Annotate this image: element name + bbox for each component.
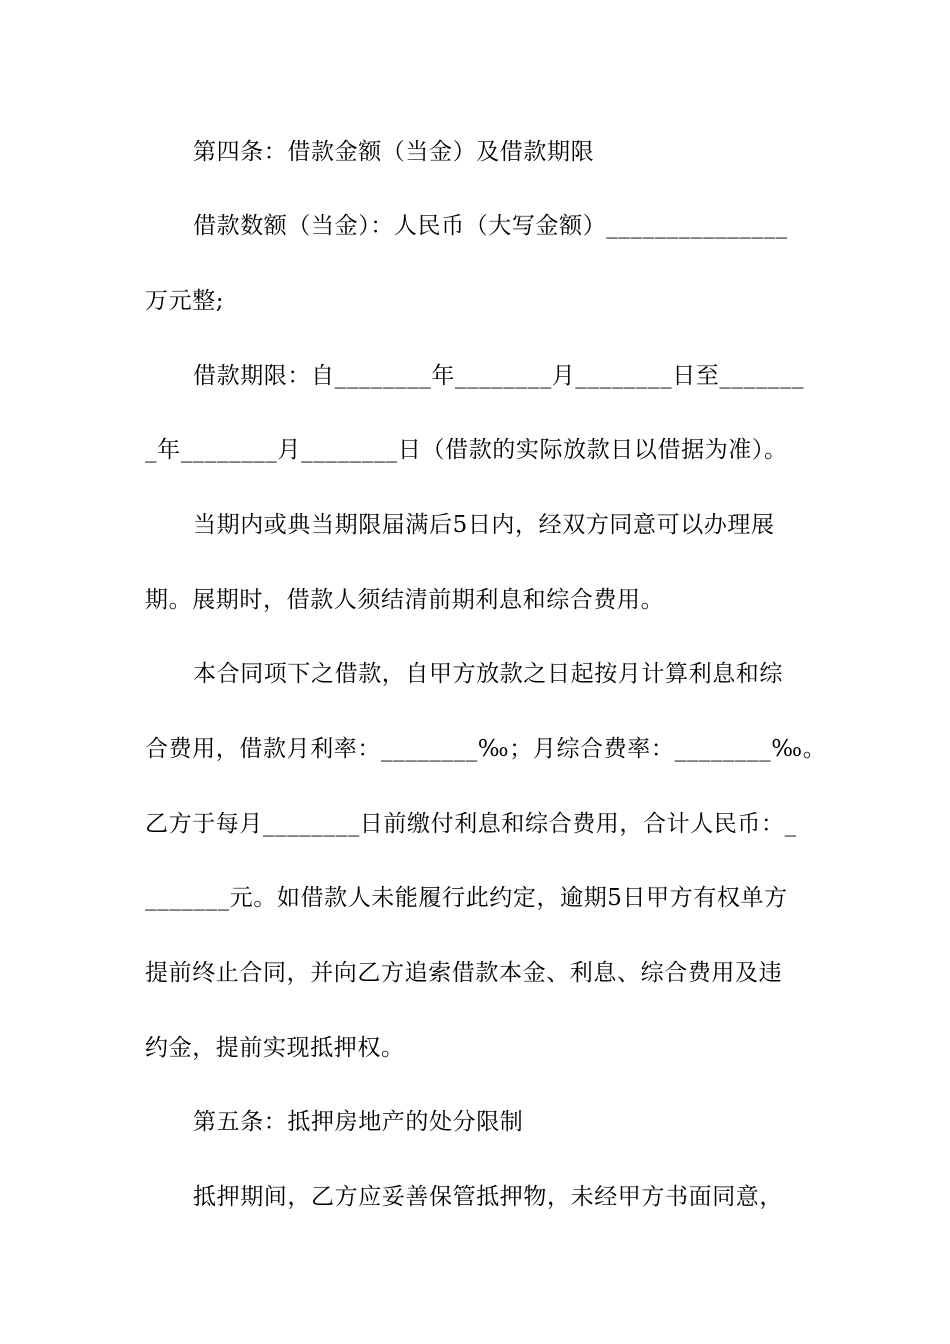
custody-paragraph-line-1: 抵押期间，乙方应妥善保管抵押物，未经甲方书面同意，	[193, 1184, 783, 1210]
loan-term-continued-line: _年________月________日（借款的实际放款日以借据为准）。	[145, 437, 788, 463]
extension-paragraph-line-2: 期。展期时，借款人须结清前期利息和综合费用。	[145, 587, 665, 613]
interest-paragraph-line-5: 提前终止合同，并向乙方追索借款本金、利息、综合费用及违	[145, 960, 783, 986]
article-5-heading: 第五条：抵押房地产的处分限制	[193, 1109, 524, 1135]
extension-paragraph-line-1: 当期内或典当期限届满后5日内，经双方同意可以办理展	[193, 512, 775, 538]
interest-paragraph-line-4: _______元。如借款人未能履行此约定，逾期5日甲方有权单方	[145, 885, 788, 911]
interest-paragraph-line-2: 合费用，借款月利率：________‰；月综合费率：________‰。	[145, 736, 827, 762]
loan-amount-unit-line: 万元整;	[145, 288, 225, 314]
interest-paragraph-line-1: 本合同项下之借款，自甲方放款之日起按月计算利息和综	[193, 661, 783, 687]
interest-paragraph-line-6: 约金，提前实现抵押权。	[145, 1035, 405, 1061]
loan-term-line: 借款期限：自________年________月________日至_______	[193, 363, 805, 389]
article-4-heading: 第四条：借款金额（当金）及借款期限	[193, 139, 595, 165]
loan-amount-line: 借款数额（当金）：人民币（大写金额）_______________	[193, 213, 788, 239]
interest-paragraph-line-3: 乙方于每月________日前缴付利息和综合费用，合计人民币：_	[145, 811, 797, 837]
